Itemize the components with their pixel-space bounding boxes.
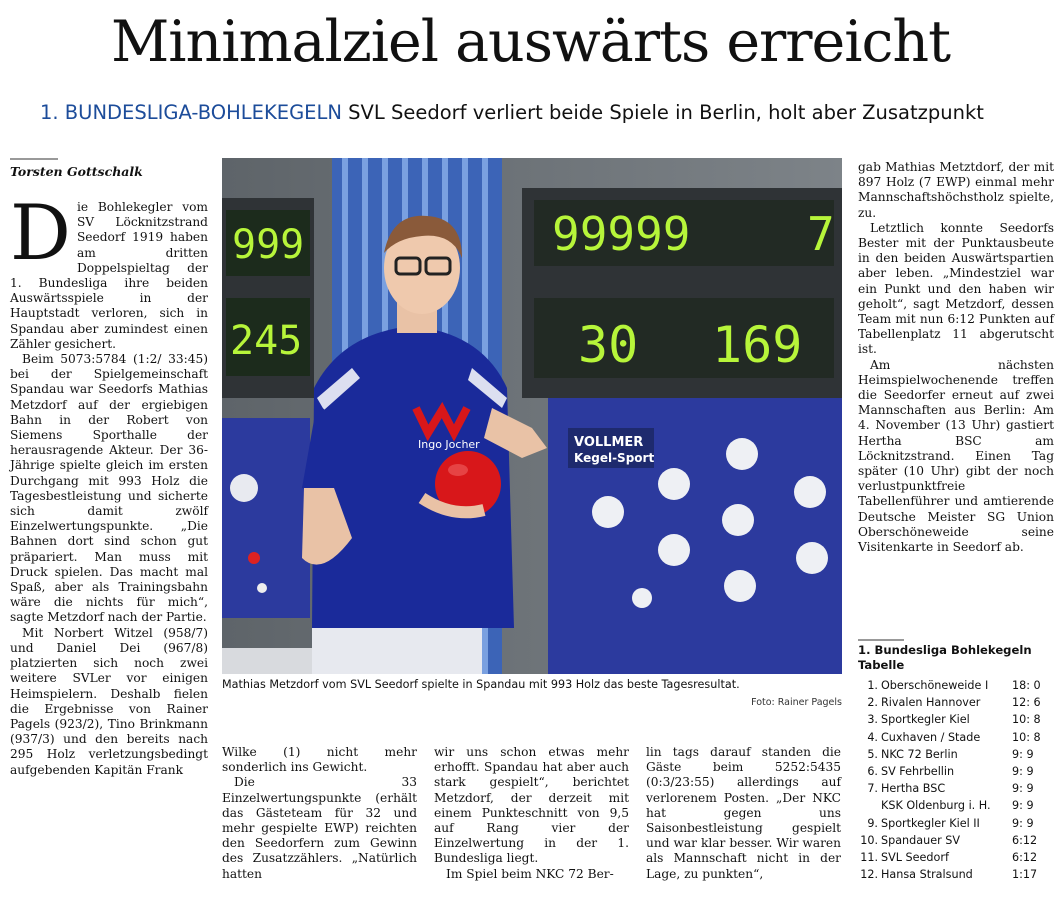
table-team: Rivalen Hannover — [881, 696, 981, 710]
article-paragraph: Wilke (1) nicht mehr sonderlich ins Gewicht. — [222, 745, 417, 775]
table-row — [858, 746, 1054, 763]
article-paragraph: gab Mathias Metztdorf, der mit 897 Holz (7 EWP) einmal mehr Mannschaftshöchstholz spielte, zu. — [858, 160, 1054, 220]
table-team: Cuxhaven / Stade — [881, 730, 981, 744]
table-team: Hertha BSC — [881, 782, 946, 796]
author-byline: Torsten Gottschalk — [10, 164, 143, 179]
article-photo — [222, 158, 842, 674]
table-points: 9: 9 — [1012, 799, 1034, 813]
photo-caption: Mathias Metzdorf vom SVL Seedorf spielte in Spandau mit 993 Holz das beste Tagesresultat. — [222, 678, 740, 691]
table-row — [858, 677, 1054, 694]
league-table — [858, 677, 1054, 883]
table-points: 12: 6 — [1012, 696, 1041, 710]
scoreboard-digits: 7 — [807, 207, 835, 261]
scoreboard-digits: 999 — [232, 222, 305, 268]
table-row — [858, 832, 1054, 849]
table-points: 9: 9 — [1012, 816, 1034, 830]
table-team: SVL Seedorf — [881, 850, 949, 864]
table-points: 1:17 — [1012, 868, 1038, 882]
sign-text: VOLLMER — [574, 435, 644, 450]
article-column-5 — [858, 160, 1054, 555]
scoreboard-digits: 99999 — [552, 207, 691, 261]
article-paragraph: Am nächsten Heimspielwochenende treffen die Seedorfer erneut auf zwei Mannschaften aus Berlin: Am 4. November (13 Uhr) gastiert Hertha BSC am Löcknitzstrand. Einen Tag später (10 Uhr) gibt der noch verlustpunktfreie Tabellenführer und amtierende Deutsche Meister SG Union Oberschöneweide seine Visitenkarte in Seedorf ab. — [858, 357, 1054, 555]
photo-credit: Foto: Rainer Pagels — [751, 697, 842, 708]
table-row — [858, 729, 1054, 746]
table-row — [858, 849, 1054, 866]
table-rank: 12. — [860, 868, 878, 882]
article-paragraph: lin tags darauf standen die Gäste beim 5252:5435 (0:3/23:55) allerdings auf verlorenem Posten. „Der NKC hat gegen uns Saisonbestleistung gespielt und war klar besser. Wir waren als Mannschaft nicht in der Lage, zu punkten“, — [646, 745, 841, 881]
table-row — [858, 797, 1054, 814]
table-row — [858, 866, 1054, 883]
table-rank: 4. — [867, 730, 878, 744]
table-rank: 6. — [867, 764, 878, 778]
table-team: Sportkegler Kiel II — [881, 816, 980, 830]
table-team: Spandauer SV — [881, 833, 960, 847]
table-team: Hansa Stralsund — [881, 868, 973, 882]
table-rank: 10. — [860, 833, 878, 847]
table-team: SV Fehrbellin — [881, 764, 955, 778]
article-column-3 — [434, 745, 629, 882]
table-row — [858, 763, 1054, 780]
article-paragraph: wir uns schon etwas mehr erhofft. Spandau hat aber auch stark gespielt“, berichtet Metzdorf, der derzeit mit einem Punkteschnitt von 9,5 auf Rang vier der Einzelwertung in der 1. Bundesliga liegt. — [434, 745, 629, 866]
article-paragraph: Beim 5073:5784 (1:2/ 33:45) bei der Spielgemeinschaft Spandau war Seedorfs Mathias Metzdorf auf der ergiebigen Bahn in der Robert von Siemens Sporthalle der herausragende Akteur. Der 36-Jährige spielte gleich im ersten Durchgang mit 993 Holz die Tagesbestleistung und sicherte sich damit zwölf Einzelwertungspunkte. „Die Bahnen dort sind schon gut präpariert. Man muss mit Druck spielen. Das macht mal Spaß, aber als Trainingsbahn wäre die nichts für mich“, sagte Metzdorf nach der Partie. — [10, 352, 208, 625]
table-points: 9: 9 — [1012, 782, 1034, 796]
subheadline-text: SVL Seedorf verliert beide Spiele in Berlin, holt aber Zusatzpunkt — [348, 101, 984, 124]
table-points: 10: 8 — [1012, 713, 1041, 727]
table-rule — [858, 639, 904, 641]
table-row — [858, 815, 1054, 832]
table-points: 6:12 — [1012, 850, 1038, 864]
shirt-text: Ingo Jocher — [418, 438, 480, 451]
table-rank: 1. — [867, 679, 878, 692]
scoreboard-digits: 30 — [578, 316, 639, 374]
table-points: 9: 9 — [1012, 764, 1034, 778]
scoreboard-digits: 245 — [230, 318, 303, 364]
article-paragraph: Die Bohlekegler vom SV Löcknitzstrand Seedorf 1919 haben am dritten Doppelspieltag der 1. Bundesliga ihre beiden Auswärtsspiele in der Hauptstadt verloren, sich in Spandau aber zumindest einen Zähler gesichert. — [10, 188, 208, 351]
table-points: 18: 0 — [1012, 679, 1041, 692]
table-rank: 11. — [860, 850, 878, 864]
table-team: Sportkegler Kiel — [881, 713, 970, 727]
table-rank: 5. — [867, 747, 878, 761]
article-paragraph: Die 33 Einzelwertungspunkte (erhält das Gästeteam für 32 und mehr gespielte EWP) reichten den Seedorfern zum Gewinn des Zusatzzählers. „Natürlich hatten — [222, 775, 417, 881]
table-rank: 2. — [867, 696, 878, 710]
drop-cap: D — [10, 188, 71, 277]
table-points: 10: 8 — [1012, 730, 1041, 744]
photo-illustration — [222, 158, 842, 674]
table-rank: 3. — [867, 713, 878, 727]
table-rank: 9. — [867, 816, 878, 830]
subheadline — [40, 100, 1040, 126]
scoreboard-digits: 169 — [712, 316, 803, 374]
table-points: 6:12 — [1012, 833, 1038, 847]
article-column-1 — [10, 188, 208, 778]
table-points: 9: 9 — [1012, 747, 1034, 761]
table-team: NKC 72 Berlin — [881, 747, 958, 761]
table-title: 1. Bundesliga Bohlekegeln Tabelle — [858, 643, 1032, 672]
table-row — [858, 711, 1054, 728]
headline: Minimalziel auswärts erreicht — [110, 9, 951, 75]
article-column-4 — [646, 745, 841, 882]
table-row — [858, 694, 1054, 711]
table-rank: 7. — [867, 782, 878, 796]
article-paragraph: Mit Norbert Witzel (958/7) und Daniel Dei (967/8) platzierten sich noch zwei weitere SVLer vor einigen Heimspielern. Deshalb fielen die Ergebnisse von Rainer Pagels (923/2), Tino Brinkmann (937/3) und den bereits nach 295 Holz verletzungsbedingt aufgebenden Kapitän Frank — [10, 625, 208, 777]
subheadline-kicker: 1. BUNDESLIGA-BOHLEKEGELN — [40, 101, 342, 124]
table-team: KSK Oldenburg i. H. — [881, 799, 991, 813]
article-paragraph: Letztlich konnte Seedorfs Bester mit der Punktausbeute in den beiden Auswärtspartien aber leben. „Mindestziel war ein Punkt und den haben wir geholt“, sagt Metzdorf, dessen Team mit nun 6:12 Punkten auf Tabellenplatz 11 abgerutscht ist. — [858, 220, 1054, 357]
author-rule — [10, 158, 58, 160]
article-paragraph: Im Spiel beim NKC 72 Ber- — [446, 866, 614, 881]
table-team: Oberschöneweide I — [881, 679, 989, 692]
article-column-2 — [222, 745, 417, 882]
sign-text: Kegel-Sport — [574, 451, 655, 465]
table-row — [858, 780, 1054, 797]
